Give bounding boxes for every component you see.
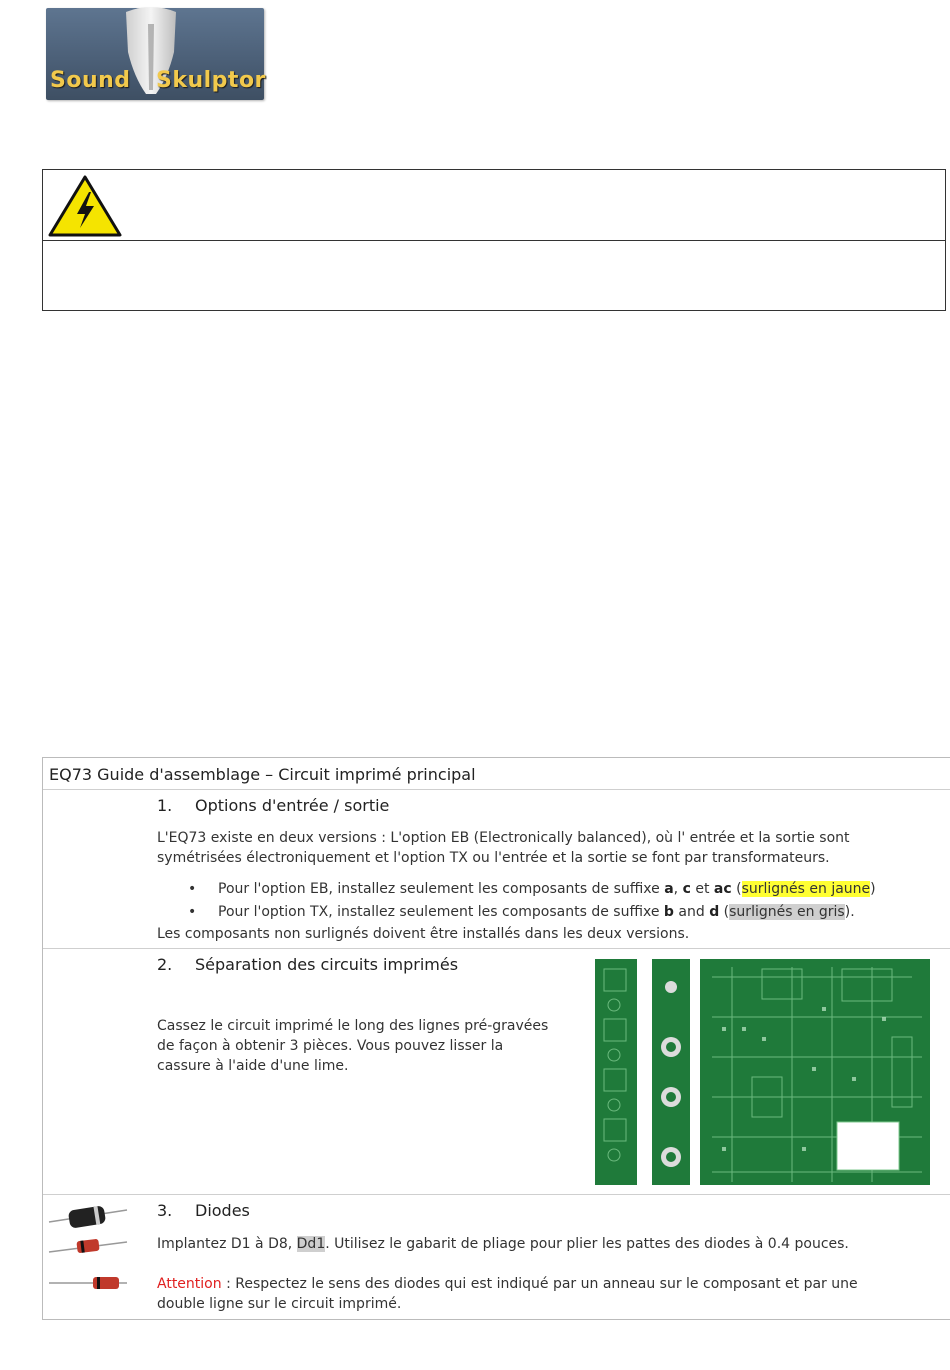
section2-heading [157,955,458,974]
bullet-eb-text: Pour l'option EB, installez seulement les composants de suffixe [218,881,665,897]
section1-heading [157,796,389,815]
attention-label: Attention [157,1276,222,1292]
bullet-eb-sep2: et [690,881,714,897]
pcb-photo [592,957,932,1189]
attention-line2: double ligne sur le circuit imprimé. [157,1296,402,1312]
section3-attention [157,1274,858,1314]
highlight-yellow-label: surlignés en jaune [741,881,871,897]
section1-intro [157,828,850,868]
bullet-tx-close: ). [844,904,855,920]
diode-icon [47,1202,129,1260]
bullet-dot: • [188,904,197,920]
logo-word-skulptor: Skulptor [156,68,266,93]
sound-skulptor-logo [46,8,264,100]
suffix-b: b [663,904,674,920]
bullet-eb-sep1: , [673,881,683,897]
section1-bullet-eb [188,881,876,897]
section2-title: Séparation des circuits imprimés [195,955,459,974]
section3-line1-pre: Implantez D1 à D8, [157,1236,297,1252]
logo-word-sound: Sound [50,68,131,93]
bullet-tx-text: Pour l'option TX, installez seulement les composants de suffixe [218,904,664,920]
row-divider [43,1194,950,1195]
bullet-tx-open: ( [719,904,730,920]
guide-title: EQ73 Guide d'assemblage – Circuit imprimé principal [49,765,476,784]
section1-footer: Les composants non surlignés doivent être installés dans les deux versions. [157,926,690,942]
highlight-gray-dd1: Dd1 [296,1236,326,1252]
suffix-ac: ac [713,881,732,897]
section2-number: 2. [157,955,173,974]
suffix-a: a [664,881,674,897]
row-divider [43,789,950,790]
bullet-dot: • [188,881,197,897]
suffix-d: d [709,904,720,920]
section2-text [157,1016,548,1076]
bullet-tx-and: and [673,904,710,920]
diode-icon [47,1272,129,1294]
highlight-gray-label: surlignés en gris [729,904,845,920]
bullet-eb-close: ) [870,881,876,897]
section1-intro-line2: symétrisées électroniquement et l'option TX ou l'entrée et la sortie se font par transformateurs. [157,850,830,866]
section1-bullet-tx [188,904,855,920]
section2-line3: cassure à l'aide d'une lime. [157,1058,349,1074]
bullet-eb-open: ( [731,881,742,897]
warning-box [42,169,946,311]
section3-line1-post: . Utilisez le gabarit de pliage pour plier les pattes des diodes à 0.4 pouces. [325,1236,849,1252]
attention-text: : Respectez le sens des diodes qui est indiqué par un anneau sur le composant et par une [221,1276,858,1292]
section1-title: Options d'entrée / sortie [195,796,390,815]
section3-title: Diodes [195,1201,250,1220]
section3-heading [157,1201,250,1220]
warning-divider [43,240,945,241]
section2-line2: de façon à obtenir 3 pièces. Vous pouvez lisser la [157,1038,504,1054]
section1-number: 1. [157,796,173,815]
high-voltage-warning-icon [47,174,123,238]
row-divider [43,948,950,949]
section2-line1: Cassez le circuit imprimé le long des lignes pré-gravées [157,1018,549,1034]
section3-number: 3. [157,1201,173,1220]
suffix-c: c [682,881,691,897]
section1-intro-line1: L'EQ73 existe en deux versions : L'option EB (Electronically balanced), où l' entrée et la sortie sont [157,830,850,846]
assembly-guide-table [42,757,950,1320]
section3-line1 [157,1234,849,1254]
